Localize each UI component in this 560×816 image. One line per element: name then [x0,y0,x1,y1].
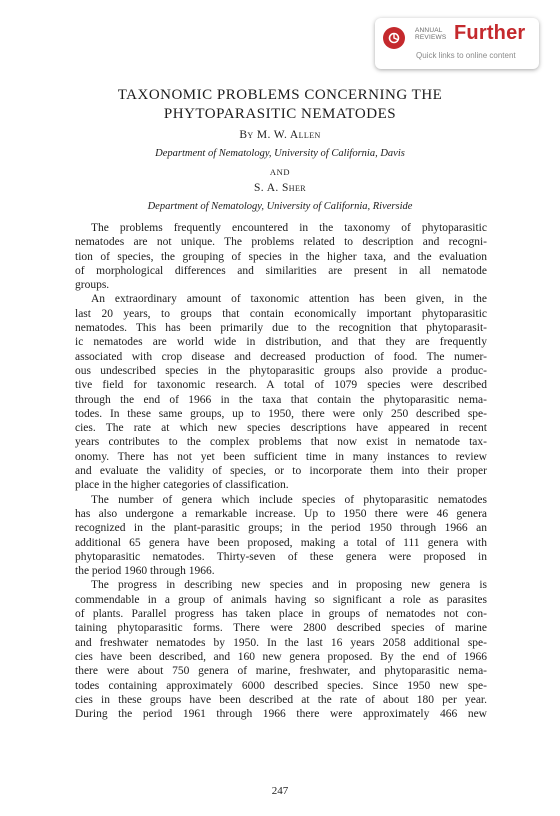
text-line: todes containing approximately 6000 described species. Since 1950 new spe- [75,679,487,692]
text-line: onomy. There has not yet been sufficient time in many instances to review [75,450,487,463]
text-line: the period 1960 through 1966. [75,565,215,578]
text-line: taining phytoparasitic forms. There were 2800 described species of marine [75,622,487,635]
and-separator: AND [269,167,291,177]
text-line: tive field for taxonomic research. A total of 1079 species were described [75,379,487,392]
badge-brand-line1: ANNUAL [415,27,443,34]
text-line: nematodes are not unique. The problems related to description and recogni- [75,236,487,249]
text-line: and freshwater nematodes by 1950. In the last 16 years 2058 additional spe- [75,636,487,649]
text-line: phytoparasitic nematodes. Thirty-seven of these genera were proposed in [75,550,487,563]
body-paragraph [75,292,487,492]
text-line: todes. In these same groups, up to 1950, there were only 250 described spe- [75,407,487,420]
text-line: has also undergone a remarkable increase. Up to 1950 there were 46 genera [75,507,487,520]
text-line: cies in these groups have been described at the rate of about 180 per year. [75,693,487,706]
text-line: of plants. Parallel progress has taken place in groups of nematodes not con- [75,608,487,621]
text-line: cies. The rate at which new species descriptions have appeared in recent [75,422,487,435]
text-line: The number of genera which include species of phytoparasitic nematodes [91,493,487,506]
article-title-line2: PHYTOPARASITIC NEMATODES [163,106,397,122]
text-line: tion of species, the grouping of species in the higher taxa, and the evaluation [75,250,487,263]
text-line: through the end of 1966 in the taxa that contain the phytoparasitic nema- [75,393,487,406]
text-line: recognized in the plant-parasitic groups; in the period 1950 through 1966 an [75,522,487,535]
body-paragraph [75,493,487,579]
text-line: additional 65 genera have been proposed, making a total of 111 genera with [75,536,487,549]
body-paragraph [75,578,487,721]
text-line: cies have been described, and 160 new genera proposed. By the end of 1966 [75,650,487,663]
text-line: last 20 years, to groups that contain economically important phytoparasitic [75,307,487,320]
text-line: The progress in describing new species and in proposing new genera is [91,579,487,592]
affiliation-1: Department of Nematology, University of California, Davis [155,148,405,159]
badge-brand-text [415,27,446,41]
article-title-line1: TAXONOMIC PROBLEMS CONCERNING THE [117,87,443,103]
text-line: The problems frequently encountered in the taxonomy of phytoparasitic [91,222,487,234]
text-line: commendable in a group of animals having so significant a role as parasites [75,593,487,606]
text-line: years contributes to the complex problems that now exist in nematode tax- [75,436,487,449]
text-line: An extraordinary amount of taxonomic attention has been given, in the [91,293,487,306]
body-paragraph [75,221,487,292]
badge-brand-line2: REVIEWS [415,34,447,41]
text-line: During the period 1961 through 1966 there were approximately 466 new [75,708,487,721]
text-line: ic nematodes are world wide in distribution, and that they are frequently [75,336,487,349]
article-body [75,221,487,721]
text-line: nematodes. This has been primarily due to the recognition that phytoparasit- [75,322,487,335]
text-line: place in the higher categories of classification. [75,479,289,492]
text-line: and evaluate the validity of species, or to incorporate them into their proper [75,465,487,478]
text-line: of morphological differences and similarities are present in all nematode [75,264,487,277]
badge-subtitle[interactable]: Quick links to online content [416,51,516,60]
author-2: S. A. Sher [254,182,306,194]
text-line: ous undescribed species in the phytoparasitic groups also provide a produc- [75,364,487,377]
page-number: 247 [271,785,289,797]
text-line: groups. [75,279,110,292]
text-line: there were about 750 genera of marine, freshwater, and phytoparasitic nema- [75,665,487,678]
annual-reviews-logo-icon [383,27,405,49]
annual-reviews-further-badge[interactable] [375,18,539,69]
affiliation-2: Department of Nematology, University of California, Riverside [147,201,413,212]
text-line: associated with crop disease and decreased production of food. The numer- [75,350,487,363]
author-1: By M. W. Allen [239,129,321,141]
badge-further-label[interactable]: Further [454,22,526,44]
article-title [60,86,500,124]
